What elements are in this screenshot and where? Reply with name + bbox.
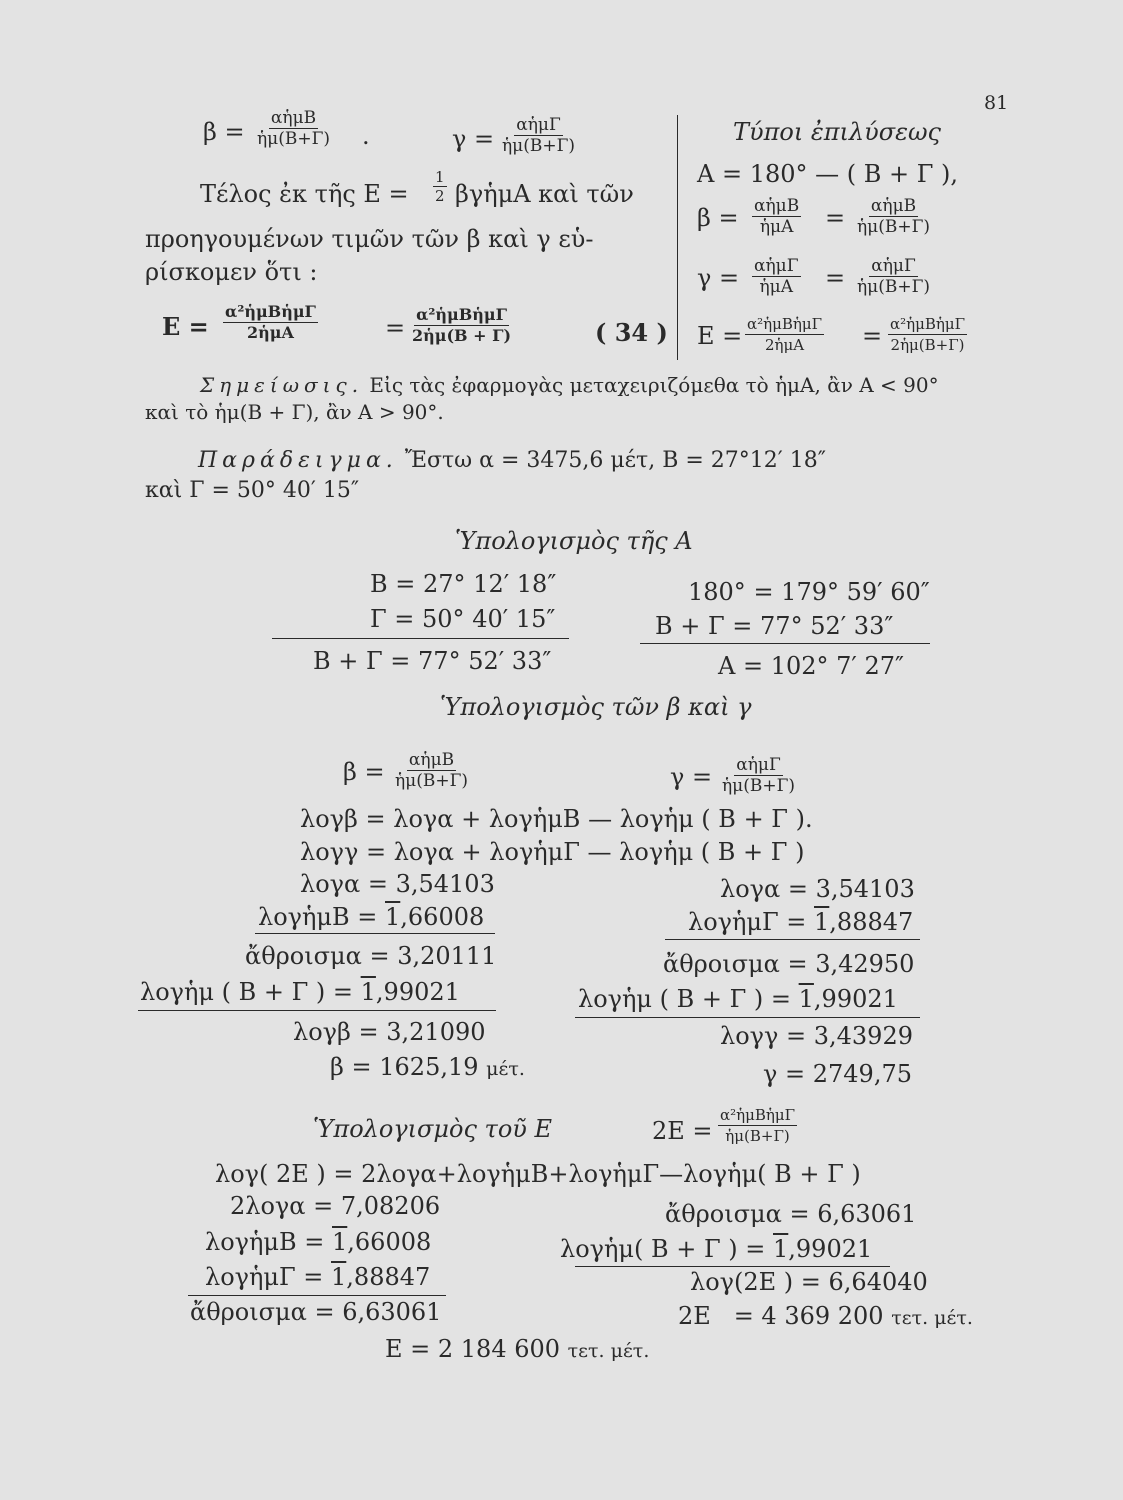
eq34-label: ( 34 ) (595, 318, 668, 347)
log-label: λογἡμ ( B + Γ ) = (578, 985, 791, 1013)
eq34-equals: = (385, 314, 406, 342)
eq34-fraction-1 (223, 302, 318, 343)
beta-dot: . (362, 122, 370, 150)
log-label: λογἡμΓ = (688, 908, 807, 936)
calc-bg-right-g (763, 1060, 912, 1088)
right-box-e-fraction-2 (888, 314, 967, 355)
example-label: Παράδειγμα. (198, 448, 398, 473)
example-text-1: Ἔστω α = 3475,6 μέτ, B = 27°12′ 18″ (404, 448, 826, 473)
calc-bg-right-sum (663, 950, 914, 978)
log-mantissa: ,88847 (829, 908, 914, 936)
calc-e-left-loghmb (205, 1228, 431, 1256)
column-divider (677, 115, 678, 360)
calc-bg-right-rule-1 (665, 939, 920, 940)
gamma-fraction (500, 115, 577, 156)
fraction-denominator: ἡμ(B+Γ) (722, 776, 796, 796)
right-box-g-fraction-2 (855, 256, 932, 297)
calc-bg-right-rule-2 (575, 1017, 920, 1018)
log-value: 6,63061 (342, 1298, 442, 1326)
right-box-g-lhs: γ = (697, 264, 740, 292)
gamma-lhs: γ = (452, 125, 495, 153)
eq34-lhs: E = (162, 312, 209, 341)
calc-bg-right-logg (720, 1022, 913, 1050)
result-value: 2749,75 (812, 1060, 912, 1088)
calc-a-sum-line: B + Γ = 77° 52′ 33″ (313, 647, 552, 675)
note-label: Σημείωσις. (200, 373, 364, 397)
example-line-2: καὶ Γ = 50° 40′ 15″ (145, 478, 360, 503)
calc-e-right-loghmbg (560, 1235, 872, 1263)
note-line-2: καὶ τὸ ἡμ(B + Γ), ἂν A > 90°. (145, 400, 444, 424)
fraction-numerator: αἡμΓ (754, 256, 799, 276)
fraction-numerator: αἡμΓ (736, 755, 781, 775)
calc-e-right-2e (678, 1302, 973, 1330)
log-mantissa: ,99021 (375, 978, 460, 1006)
eq34-fraction-2 (410, 305, 513, 346)
page-number: 81 (984, 92, 1009, 114)
right-box-title: Τύποι ἐπιλύσεως (733, 118, 941, 146)
log-mantissa: ,66008 (400, 903, 485, 931)
calc-a-g-line: Γ = 50° 40′ 15″ (370, 605, 556, 633)
calc-e-final (385, 1335, 649, 1363)
log-characteristic: 1 (360, 978, 376, 1006)
calc-a-b-line: B = 27° 12′ 18″ (370, 570, 557, 598)
calc-bg-left-rule-2 (138, 1010, 496, 1011)
calc-bg-left-loghmb (258, 903, 484, 931)
calc-e-left-loghmg (205, 1263, 430, 1291)
fraction-denominator: 2ἡμ(B+Γ) (890, 336, 965, 354)
result-unit: μέτ. (486, 1058, 525, 1080)
calc-a-r3: A = 102° 7′ 27″ (718, 652, 904, 680)
calc-bg-log-g: λογγ = λογα + λογἡμΓ — λογἡμ ( B + Γ ) (300, 838, 805, 866)
fraction-denominator: 2ἡμA (247, 323, 294, 342)
log-value: 3,54103 (395, 870, 495, 898)
calc-e-right-log2e (690, 1268, 928, 1296)
log-characteristic: 1 (331, 1263, 347, 1291)
paragraph-line-2: προηγουμένων τιμῶν τῶν β καὶ γ εὑ- (145, 225, 594, 253)
result-label: 2E (678, 1302, 711, 1330)
right-box-g-equals: = (825, 264, 846, 292)
result-value: 1625,19 (379, 1053, 479, 1081)
beta-fraction (255, 108, 332, 149)
calc-bg-log-b: λογβ = λογα + λογἡμB — λογἡμ ( B + Γ ). (300, 805, 813, 833)
calc-bg-left-b (330, 1053, 525, 1081)
fraction-denominator: ἡμA (759, 277, 794, 297)
result-label: β = (330, 1053, 372, 1081)
paragraph-line-1a: Τέλος ἐκ τῆς E = (200, 180, 409, 208)
right-box-e-lhs: E = (697, 322, 743, 350)
calc-bg-left-rule-1 (255, 933, 495, 934)
log-label: λογβ = (293, 1018, 379, 1046)
beta-lhs: β = (203, 118, 245, 146)
right-box-a-line: A = 180° — ( B + Γ ), (697, 160, 959, 188)
calc-bg-gamma-lhs: γ = (670, 763, 713, 791)
calc-a-r2: B + Γ = 77° 52′ 33″ (655, 612, 894, 640)
calc-bg-left-sum (245, 942, 496, 970)
calc-bg-gamma-fraction (720, 755, 797, 796)
calc-bg-left-logb (293, 1018, 486, 1046)
log-label: λογα = (300, 870, 388, 898)
fraction-numerator: 1 (435, 168, 445, 186)
calc-a-left-rule (272, 638, 569, 639)
right-box-e-equals: = (862, 322, 883, 350)
log-label: λογἡμ( B + Γ ) = (560, 1235, 766, 1263)
log-mantissa: ,66008 (347, 1228, 432, 1256)
log-label: λογἡμB = (258, 903, 378, 931)
half-fraction (433, 168, 447, 205)
log-mantissa: ,99021 (813, 985, 898, 1013)
fraction-numerator: αἡμB (870, 196, 917, 216)
calc-bg-right-loga (720, 875, 915, 903)
fraction-denominator: 2ἡμA (764, 336, 805, 354)
calc-e-heading: Ὑπολογισμὸς τοῦ E (313, 1115, 553, 1143)
fraction-denominator: 2ἡμ(B + Γ) (412, 326, 512, 345)
log-value: 3,20111 (397, 942, 497, 970)
fraction-numerator: α²ἡμBἡμΓ (225, 302, 316, 321)
calc-e-right-sum (665, 1200, 916, 1228)
log-label: ἄθροισμα = (190, 1298, 335, 1326)
log-value: 6,63061 (817, 1200, 917, 1228)
calc-bg-beta-fraction (393, 750, 470, 791)
paragraph-line-3: ρίσκομεν ὅτι : (145, 258, 318, 286)
calc-e-left-rule (188, 1295, 446, 1296)
fraction-numerator: α²ἡμBἡμΓ (720, 1106, 796, 1124)
result-unit: τετ. μέτ. (891, 1307, 973, 1329)
fraction-numerator: αἡμB (754, 196, 800, 216)
fraction-numerator: αἡμΓ (871, 256, 916, 276)
paragraph-line-1b: βγἡμA καὶ τῶν (455, 180, 634, 208)
fraction-numerator: α²ἡμBἡμΓ (890, 315, 966, 333)
fraction-denominator: ἡμ(B+Γ) (502, 136, 576, 156)
calc-a-right-rule (640, 643, 930, 644)
log-value: 3,54103 (815, 875, 915, 903)
right-box-b-fraction-1 (752, 196, 801, 237)
log-value: 6,64040 (828, 1268, 928, 1296)
example-line-1 (198, 448, 826, 473)
fraction-denominator: ἡμ(B+Γ) (857, 217, 931, 237)
log-label: ἄθροισμα = (663, 950, 808, 978)
note-line-1 (200, 373, 939, 397)
calc-e-eq-lhs: 2E = (652, 1117, 713, 1145)
fraction-numerator: α²ἡμBἡμΓ (747, 315, 823, 333)
fraction-denominator: ἡμA (759, 217, 794, 237)
fraction-denominator: ἡμ(B+Γ) (395, 771, 469, 791)
calc-a-heading: Ὑπολογισμὸς τῆς A (455, 527, 693, 555)
final-result: E = 2 184 600 (385, 1335, 561, 1363)
calc-bg-heading: Ὑπολογισμὸς τῶν β καὶ γ (440, 693, 752, 721)
log-characteristic: 1 (773, 1235, 789, 1263)
log-characteristic: 1 (332, 1228, 348, 1256)
log-value: 3,42950 (815, 950, 915, 978)
fraction-numerator: αἡμB (270, 108, 317, 128)
fraction-denominator: ἡμ(B+Γ) (257, 129, 331, 149)
log-label: λογγ = (720, 1022, 807, 1050)
log-label: λογἡμB = (205, 1228, 325, 1256)
log-label: λογα = (720, 875, 808, 903)
log-characteristic: 1 (798, 985, 814, 1013)
log-value: 3,21090 (386, 1018, 486, 1046)
fraction-numerator: α²ἡμBἡμΓ (416, 305, 507, 324)
log-label: 2λογα = (230, 1192, 334, 1220)
calc-bg-right-loghmbg (578, 985, 898, 1013)
fraction-numerator: αἡμB (408, 750, 455, 770)
calc-bg-left-loghmbg (140, 978, 460, 1006)
log-mantissa: ,99021 (788, 1235, 873, 1263)
log-label: λογἡμΓ = (205, 1263, 324, 1291)
calc-e-left-2loga (230, 1192, 440, 1220)
fraction-denominator: ἡμ(B+Γ) (725, 1127, 790, 1145)
log-characteristic: 1 (814, 908, 830, 936)
calc-bg-left-loga (300, 870, 495, 898)
calc-e-log-line: λογ( 2E ) = 2λογα+λογἡμB+λογἡμΓ—λογἡμ( B + Γ ) (215, 1160, 861, 1188)
right-box-e-fraction-1 (745, 314, 824, 355)
calc-bg-beta-lhs: β = (343, 758, 385, 786)
fraction-denominator: 2 (435, 187, 445, 205)
calc-a-r1: 180° = 179° 59′ 60″ (688, 578, 930, 606)
log-value: 3,43929 (813, 1022, 913, 1050)
log-mantissa: ,88847 (346, 1263, 431, 1291)
calc-e-right-rule (575, 1266, 890, 1267)
calc-e-left-sum (190, 1298, 441, 1326)
note-text-1: Εἰς τὰς ἐφαρμογὰς μεταχειριζόμεθα τὸ ἡμA, ἂν A < 90° (369, 373, 939, 397)
calc-bg-right-loghmg (688, 908, 913, 936)
log-value: 7,08206 (340, 1192, 441, 1220)
log-characteristic: 1 (385, 903, 401, 931)
log-label: ἄθροισμα = (665, 1200, 810, 1228)
result-value: = 4 369 200 (733, 1302, 884, 1330)
right-box-g-fraction-1 (752, 256, 801, 297)
log-label: λογἡμ ( B + Γ ) = (140, 978, 353, 1006)
log-label: ἄθροισμα = (245, 942, 390, 970)
fraction-numerator: αἡμΓ (516, 115, 561, 135)
right-box-b-fraction-2 (855, 196, 932, 237)
right-box-b-lhs: β = (697, 204, 739, 232)
log-label: λογ(2E ) = (690, 1268, 821, 1296)
final-unit: τετ. μέτ. (567, 1340, 650, 1362)
fraction-denominator: ἡμ(B+Γ) (857, 277, 931, 297)
result-label: γ = (763, 1060, 806, 1088)
right-box-b-equals: = (825, 204, 846, 232)
calc-e-fraction (718, 1105, 797, 1146)
